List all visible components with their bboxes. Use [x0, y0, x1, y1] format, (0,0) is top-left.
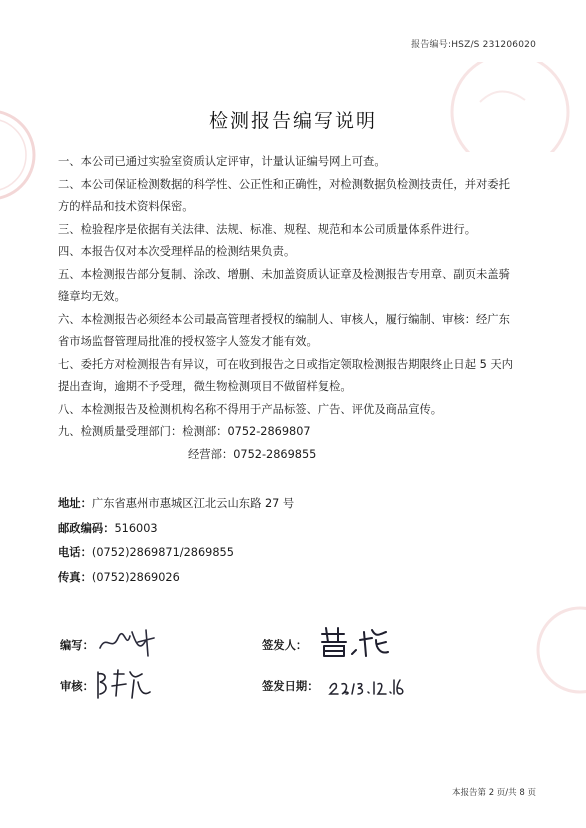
- address-value: 广东省惠州市惠城区江北云山东路 27 号: [91, 497, 295, 510]
- issuer-label: 签发人：: [262, 639, 308, 652]
- issue-date-label: 签发日期：: [262, 680, 319, 693]
- clause-line: 八、本检测报告及检测机构名称不得用于产品标签、广告、评优及商品宣传。: [58, 402, 443, 416]
- postcode-value: 516003: [114, 521, 158, 535]
- postcode-label: 邮政编码：: [58, 521, 115, 535]
- fax-value: (0752)2869026: [91, 570, 180, 584]
- clause-line: 省市场监督管理局批准的授权签字人签发才能有效。: [58, 335, 318, 348]
- clause-line: 九、检测质量受理部门：检测部：0752-2869807: [58, 425, 311, 438]
- page-title: 检测报告编写说明: [208, 110, 377, 132]
- clause-line: 二、本公司保证检测数据的科学性、公正性和正确性，对检测数据负检测技责任，并对委托: [58, 177, 510, 191]
- fax-label: 传真：: [58, 570, 92, 584]
- clause-line: 三、检验程序是依据有关法律、法规、标准、规程、规范和本公司质量体系件进行。: [58, 222, 476, 236]
- clause-line: 四、本报告仅对本次受理样品的检测结果负责。: [58, 245, 296, 258]
- report-number: [411, 37, 536, 50]
- reviewer-label: 审核：: [60, 680, 94, 693]
- clause-line-sales-dept: 经营部：0752-2869855: [188, 447, 317, 461]
- clause-line: 七、委托方对检测报告有异议，可在收到报告之日或指定领取检测报告期限终止日起 5 天内: [58, 357, 513, 371]
- address-label: 地址：: [58, 497, 92, 510]
- clause-line: 六、本检测报告必须经本公司最高管理者授权的编制人、审核人，履行编制、审核：经广东: [58, 312, 510, 326]
- fax-row: [58, 566, 538, 591]
- report-number-label: 报告编号:: [411, 40, 452, 50]
- clause-line: 提出查询，逾期不予受理，微生物检测项目不做留样复检。: [58, 380, 352, 393]
- issuer-signature: [316, 624, 392, 660]
- clause-line: 缝章均无效。: [58, 290, 126, 303]
- signature-block: [0, 630, 586, 710]
- report-number-value: HSZ/S 231206020: [451, 40, 536, 50]
- clause-list: [58, 151, 538, 466]
- clause-line: 方的样品和技术资料保密。: [58, 200, 194, 213]
- clause-line: 五、本检测报告部分复制、涂改、增删、未加盖资质认证章及检测报告专用章、副页未盖骑: [58, 267, 510, 281]
- compiler-signature: [96, 626, 160, 660]
- clause-line: 一、本公司已通过实验室资质认定评审，计量认证编号网上可查。: [58, 155, 386, 168]
- page-footer: 本报告第 2 页/共 8 页: [452, 788, 536, 798]
- reviewer-signature: [94, 666, 152, 702]
- compiler-label: 编写：: [60, 639, 94, 652]
- postcode-row: [58, 517, 538, 542]
- contact-block: [58, 492, 538, 590]
- phone-label: 电话：: [58, 546, 92, 559]
- phone-value: (0752)2869871/2869855: [91, 546, 234, 559]
- issue-date-handwritten: [326, 666, 406, 698]
- address-row: [58, 492, 538, 517]
- phone-row: [58, 541, 538, 566]
